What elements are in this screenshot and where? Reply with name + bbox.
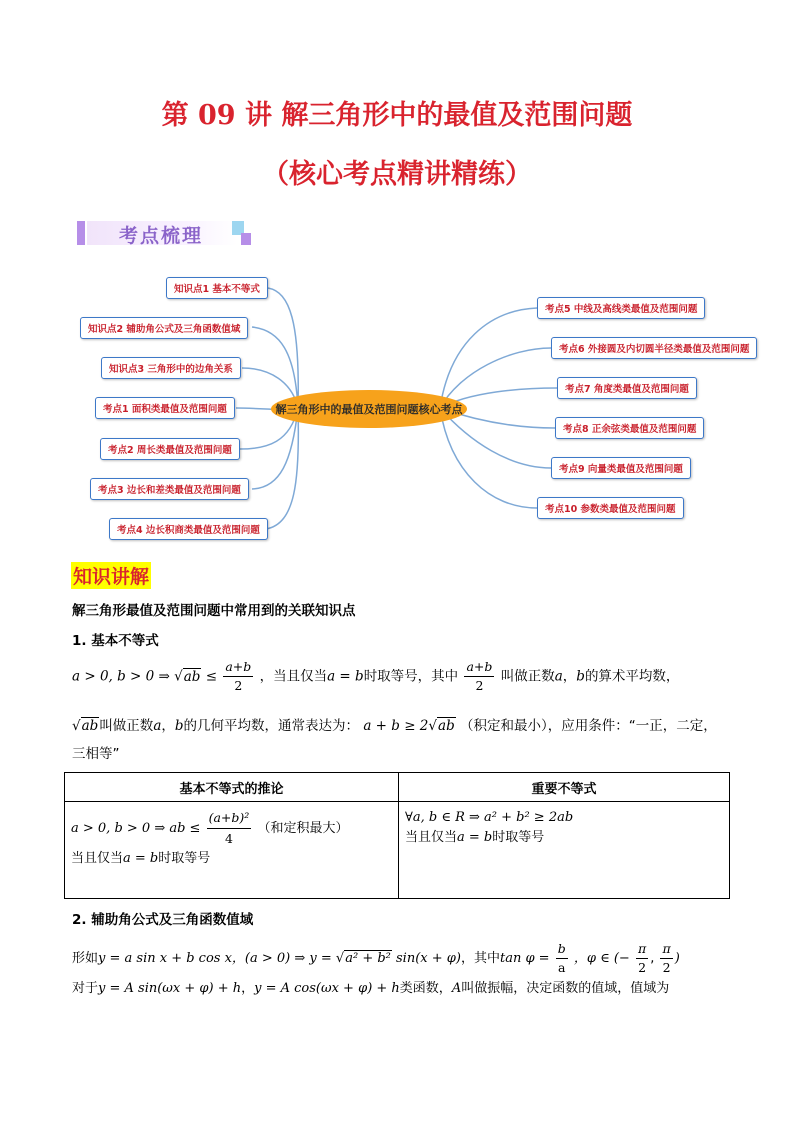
mindmap-node-knowledge-1: 知识点1 基本不等式 — [166, 277, 268, 299]
banner-decoration — [241, 233, 251, 245]
table-header: 重要不等式 — [399, 773, 730, 802]
connector — [266, 408, 298, 529]
table-cell: a > 0, b > 0 ⇒ ab ≤ $\frac{\text{(a+b)²}}{4}$ （和定积最大） 当且仅当a = b时取等号 — [65, 802, 399, 899]
table-header: 基本不等式的推论 — [65, 773, 399, 802]
section-1-line-1: a > 0, b > 0 ⇒ √ab ≤ $\frac{a+b}{2}$ ，当且仅当a = b时取等号，其中 $\frac{a+b}{2}$ 叫做正数a，b的算术平均数， — [72, 659, 680, 693]
inequality-table — [64, 772, 730, 899]
fraction: $\frac{b}{a}$ — [557, 941, 566, 975]
mindmap-node-topic-3: 考点3 边长和差类最值及范围问题 — [90, 478, 249, 500]
mindmap-node-topic-9: 考点9 向量类最值及范围问题 — [551, 457, 691, 479]
connector — [268, 288, 298, 408]
fraction: $\frac{a+b}{2}$ — [225, 659, 252, 693]
mindmap-node-topic-10: 考点10 参数类最值及范围问题 — [537, 497, 684, 519]
mindmap-node-topic-1: 考点1 面积类最值及范围问题 — [95, 397, 235, 419]
section-2-line-1: 形如y = a sin x + b cos x，(a > 0) ⇒ y = √a² + b² sin(x + φ)，其中tan φ = $\frac{b}{a}$ ，φ ∈ (− $\frac{\pi}{2}$ , $\frac{\pi}{2}$ ) — [72, 941, 680, 975]
mindmap-node-topic-2: 考点2 周长类最值及范围问题 — [100, 438, 240, 460]
mindmap-node-knowledge-3: 知识点3 三角形中的边角关系 — [101, 357, 241, 379]
section-heading: 知识讲解 — [71, 562, 151, 589]
section-1-line-2: √ab叫做正数a，b的几何平均数，通常表达为： a + b ≥ 2√ab （积定和最小），应用条件：“一正，二定， — [72, 718, 717, 734]
mindmap-center-node: 解三角形中的最值及范围问题核心考点 — [271, 390, 467, 428]
section-1-title: 1. 基本不等式 — [72, 633, 159, 649]
section-2-title: 2. 辅助角公式及三角函数值域 — [72, 912, 254, 928]
fraction: $\frac{a+b}{2}$ — [466, 659, 493, 693]
fraction: $\frac{\pi}{2}$ — [662, 941, 671, 975]
section-banner — [77, 217, 257, 250]
section-2-line-2: 对于y = A sin(ωx + φ) + h，y = A cos(ωx + φ) + h类函数，A叫做振幅，决定函数的值域，值域为 — [72, 981, 670, 996]
mindmap-node-topic-6: 考点6 外接圆及内切圆半径类最值及范围问题 — [551, 337, 757, 359]
banner-decoration — [77, 221, 85, 245]
intro-text: 解三角形最值及范围问题中常用到的关联知识点 — [72, 603, 356, 619]
mindmap-node-topic-5: 考点5 中线及高线类最值及范围问题 — [537, 297, 705, 319]
fraction: $\frac{\text{(a+b)²}}{4}$ — [208, 810, 250, 846]
mindmap-node-topic-4: 考点4 边长积商类最值及范围问题 — [109, 518, 268, 540]
table-cell: ∀a, b ∈ R ⇒ a² + b² ≥ 2ab 当且仅当a = b时取等号 — [399, 802, 730, 899]
mindmap-node-topic-8: 考点8 正余弦类最值及范围问题 — [555, 417, 704, 439]
mindmap-node-knowledge-2: 知识点2 辅助角公式及三角函数值域 — [80, 317, 248, 339]
mind-map — [0, 262, 794, 552]
banner-label: 考点梳理 — [119, 225, 204, 247]
mindmap-node-topic-7: 考点7 角度类最值及范围问题 — [557, 377, 697, 399]
fraction: $\frac{\pi}{2}$ — [637, 941, 647, 975]
connector — [252, 327, 298, 408]
page-title: 第 09 讲 解三角形中的最值及范围问题 — [161, 100, 633, 131]
section-1-line-3: 三相等” — [72, 746, 120, 762]
page-subtitle: （核心考点精讲精练） — [262, 159, 532, 190]
